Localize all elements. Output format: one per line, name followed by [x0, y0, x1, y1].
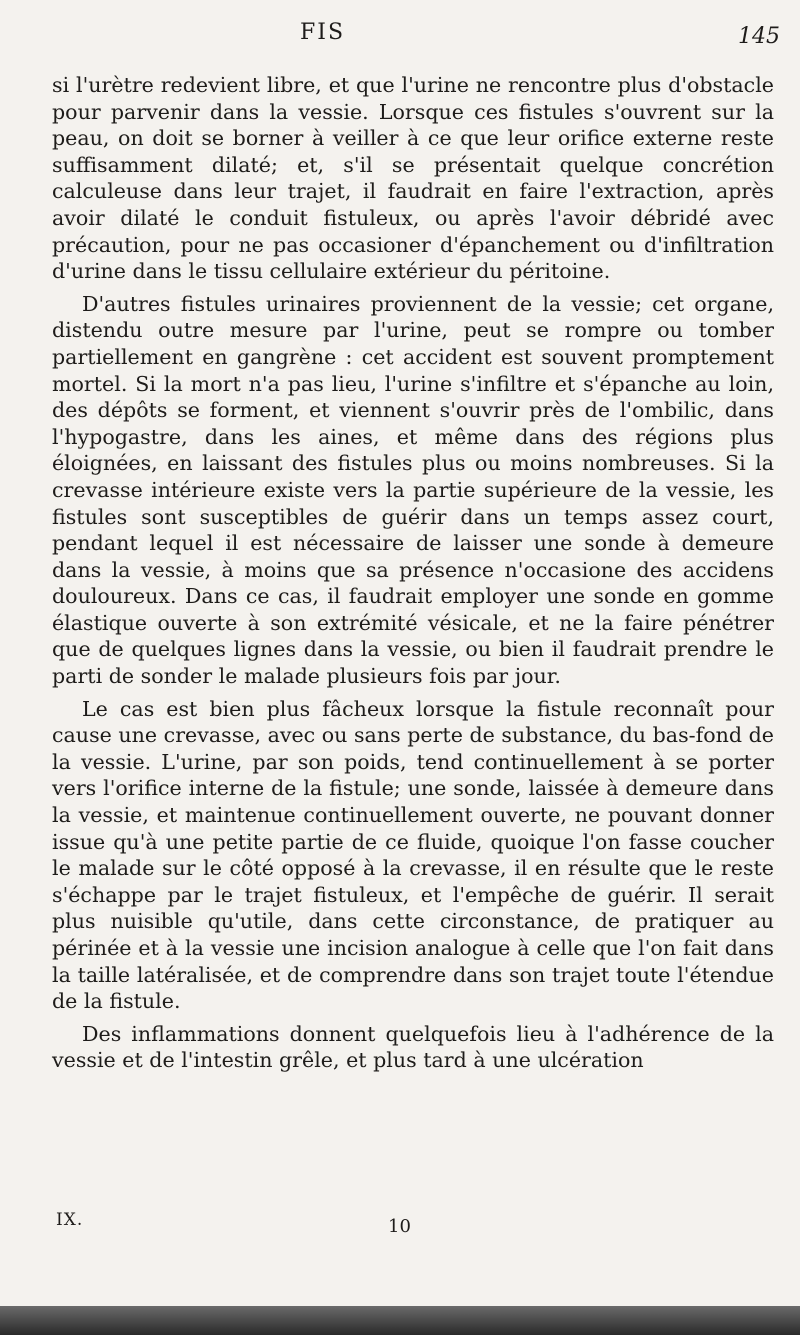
paragraph: Le cas est bien plus fâcheux lorsque la fistule reconnaît pour cause une crevasse, avec ou sans perte de substance, du bas-fond de la vessie. L'urine, par son poids, tend continuellement à se porter vers l'orifice interne de la fistule; une sonde, laissée à demeure dans la vessie, et maintenue continuellement ouverte, ne pouvant donner issue qu'à une petite partie de ce fluide, quoique l'on fasse coucher le malade sur le côté opposé à la crevasse, il en résulte que le reste s'échappe par le trajet fistuleux, et l'empêche de guérir. Il serait plus nuisible qu'utile, dans cette circonstance, de pratiquer au périnée et à la vessie une incision analogue à celle que l'on fait dans la taille latéralisée, et de comprendre dans son trajet toute l'étendue de la fistule. [52, 696, 774, 1014]
page-header [0, 18, 800, 58]
scan-edge [0, 1306, 800, 1335]
signature-mark: IX. [56, 1210, 84, 1230]
paragraph: si l'urètre redevient libre, et que l'urine ne rencontre plus d'obstacle pour parvenir dans la vessie. Lorsque ces fistules s'ouvrent sur la peau, on doit se borner à veiller à ce que leur orifice externe reste suffisamment dilaté; et, s'il se présentait quelque concrétion calculeuse dans leur trajet, il faudrait en faire l'extraction, après avoir dilaté le conduit fistuleux, ou après l'avoir débridé avec précaution, pour ne pas occasioner d'épanchement ou d'infiltration d'urine dans le tissu cellulaire extérieur du péritoine. [52, 73, 774, 284]
page-footer [0, 1208, 800, 1248]
page-number: 145 [738, 24, 780, 49]
paragraph: D'autres fistules urinaires proviennent de la vessie; cet organe, distendu outre mesure par l'urine, peut se rompre ou tomber partiellement en gangrène : cet accident est souvent promptement mortel. Si la mort n'a pas lieu, l'urine s'infiltre et s'épanche au loin, des dépôts se forment, et viennent s'ouvrir près de l'ombilic, dans l'hypogastre, dans les aines, et même dans des régions plus éloignées, en laissant des fistules plus ou moins nombreuses. Si la crevasse intérieure existe vers la partie supérieure de la vessie, les fistules sont susceptibles de guérir dans un temps assez court, pendant lequel il est nécessaire de laisser une sonde à demeure dans la vessie, à moins que sa présence n'occasione des accidens douloureux. Dans ce cas, il faudrait employer une sonde en gomme élastique ouverte à son extrémité vésicale, et ne la faire pénétrer que de quelques lignes dans la vessie, ou bien il faudrait prendre le parti de sonder le malade plusieurs fois par jour. [52, 291, 774, 689]
gathering-number: 10 [388, 1216, 411, 1237]
paragraph: Des inflammations donnent quelquefois lieu à l'adhérence de la vessie et de l'intestin grêle, et plus tard à une ulcération [52, 1021, 774, 1073]
running-head: FIS [300, 20, 346, 45]
body-text [52, 72, 774, 1074]
